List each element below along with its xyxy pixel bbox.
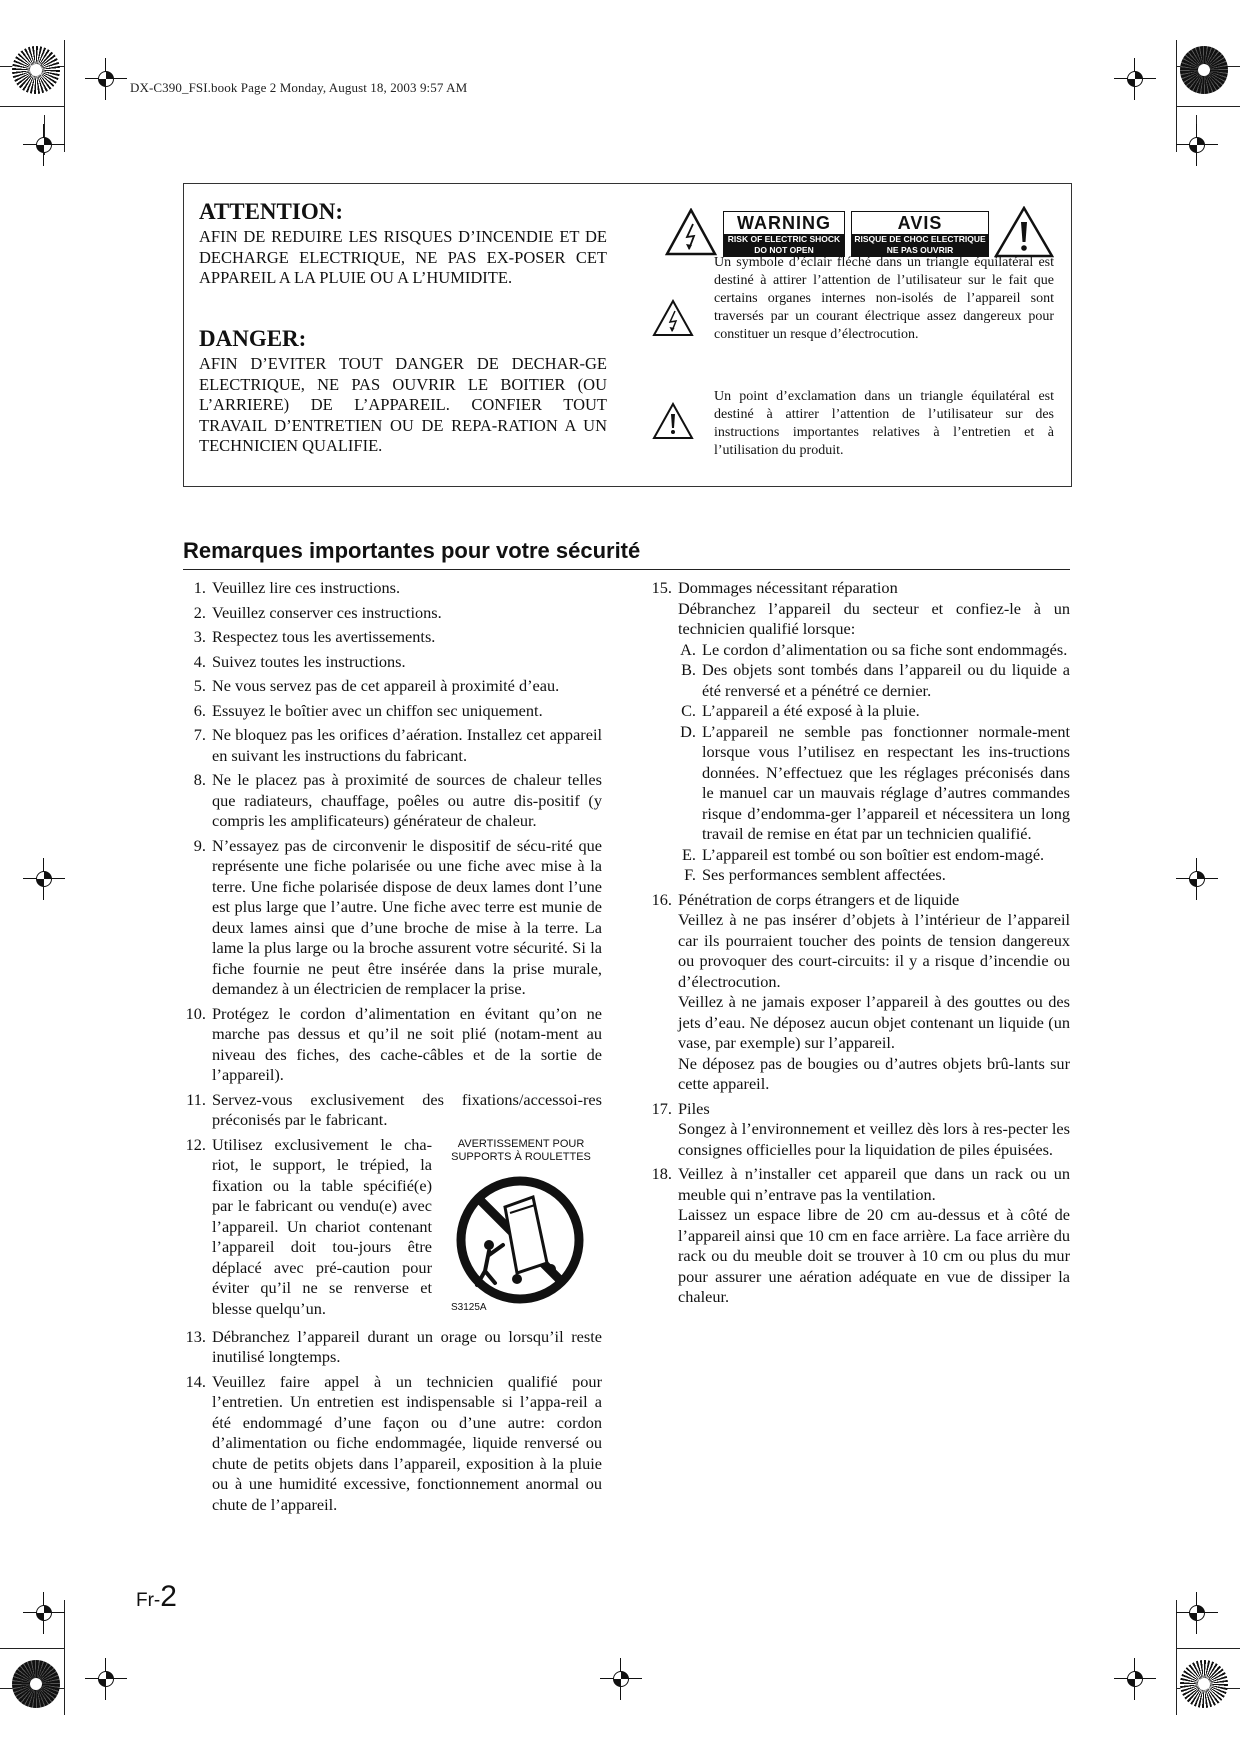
exclamation-warning-icon xyxy=(994,206,1054,258)
sub-item: C. L’appareil a été exposé à la pluie. xyxy=(681,701,920,720)
list-item: 14. Veuillez faire appel à un technicien qualifié pour l’entretien. Un entretien est indispensable si l’appa-reil a été endommagé d’une façon ou d’une autre: cordon d’alimentation ou fiche endommagée, liquide renversé ou chute de petits objets dans l’appareil, exposition à la pluie ou à une humidité excessive, fonctionnement anormal ou chute de l’appareil. xyxy=(185,1371,602,1514)
warning-label-line1: RISK OF ELECTRIC SHOCK xyxy=(727,234,841,244)
lightning-explanation: Un symbole d’éclair fléché dans un triangle équilatéral est destiné à attirer l’attention de l’utilisateur sur le fait que certains organes internes non-isolés de l’appareil sont traversés par un courant électrique assez dangereux pour constituer un resque d’électrocution. xyxy=(714,255,1054,342)
list-item: 17. Piles Songez à l’environnement et veillez dès lors à res-pecter les consignes officielles pour la liquidation de piles épuisées. xyxy=(651,1098,1070,1159)
list-item: 10. Protégez le cordon d’alimentation en évitant qu’on ne marche pas dessus et qu’il ne soit plié (notam-ment au niveau des fiches, des cache-câbles et de la sortie de l’appareil). xyxy=(185,1003,602,1084)
list-item: 7. Ne bloquez pas les orifices d’aération. Installez cet appareil en suivant les instructions du fabricant. xyxy=(193,725,602,765)
registration-crosshair-icon xyxy=(31,132,57,158)
avis-label-line2: NE PAS OUVRIR xyxy=(886,245,954,255)
item-title: Dommages nécessitant réparation xyxy=(678,578,898,597)
exclamation-symbol-icon xyxy=(652,402,694,440)
list-item: 18. Veillez à n’installer cet appareil que dans un rack ou un meuble qui n’entrave pas la ventilation. Laissez un espace libre de 20 cm au-dessus et à côté de l’appareil ainsi que 10 cm en face arrière. La face arrière du rack ou du meuble doit se trouver à 10 cm ou plus du mur pour assurer une aération adéquate en vue de dissiper la chaleur. xyxy=(651,1164,1070,1306)
registration-crosshair-icon xyxy=(1122,66,1148,92)
item-intro: Débranchez l’appareil du secteur et confiez-le à un technicien qualifié lorsque: xyxy=(678,598,1070,638)
item-title: Veillez à n’installer cet appareil que dans un rack ou un meuble qui n’entrave pas la ventilation. xyxy=(678,1164,1070,1204)
list-item: 1. Veuillez lire ces instructions. xyxy=(193,578,401,597)
registration-crosshair-icon xyxy=(1184,132,1210,158)
avis-label-title: AVIS xyxy=(897,213,943,233)
lightning-warning-icon xyxy=(665,208,717,256)
registration-crosshair-icon xyxy=(608,1666,634,1692)
left-column xyxy=(185,578,602,1519)
lightning-symbol-icon xyxy=(652,299,694,337)
section-rule xyxy=(183,569,1070,570)
attention-title: ATTENTION: xyxy=(199,199,343,224)
page-digit: 2 xyxy=(160,1580,177,1613)
registration-crosshair-icon xyxy=(93,1666,119,1692)
exclamation-explanation: Un point d’exclamation dans un triangle équilatéral est destiné à attirer l’attention de l’utilisateur sur des instructions importantes relatives à l’entretien et à l’utilisation du produit. xyxy=(714,389,1054,458)
registration-wheel-icon xyxy=(1180,1660,1228,1708)
page-number xyxy=(136,1580,177,1614)
registration-crosshair-icon xyxy=(31,1600,57,1626)
list-item: 15. Dommages nécessitant réparation Débranchez l’appareil du secteur et confiez-le à un technicien qualifié lorsque: A. Le cordon d’alimentation ou sa fiche sont endommagés. B. Des objets sont tombés dans l’appareil ou du liquide a été renversé et a pénétré ce dernier. C. L’appareil a été exposé à la pluie. D. L’appareil ne semble pas fonctionner normale-ment lorsque vous l’utilisez en respectant les ins-tructions données. N’effectuez que les réglages préconisés dans le manuel car un mauvais réglage d’autres commandes risque d’endomma-ger l’appareil et nécessitera un long travail de remise en état par un technicien qualifié. E. L’appareil est tombé ou son boîtier est endom-magé. F. Ses performances semblent affectées. xyxy=(651,578,1070,884)
sub-item: D. L’appareil ne semble pas fonctionner normale-ment lorsque vous l’utilisez en respectant les ins-tructions données. N’effectuez que les réglages préconisés dans le manuel car un mauvais réglage d’autres commandes risque d’endomma-ger l’appareil et nécessitera un long travail de remise en état par un technicien qualifié. xyxy=(680,721,1070,843)
registration-wheel-icon xyxy=(12,1660,60,1708)
registration-crosshair-icon xyxy=(31,866,57,892)
registration-crosshair-icon xyxy=(1184,1600,1210,1626)
list-item: 11. Servez-vous exclusivement des fixations/accessoi-res préconisés par le fabricant. xyxy=(186,1089,602,1129)
registration-wheel-icon xyxy=(1180,46,1228,94)
running-header: DX-C390_FSI.book Page 2 Monday, August 18, 2003 9:57 AM xyxy=(130,80,468,95)
registration-crosshair-icon xyxy=(1184,866,1210,892)
item-paragraph: Laissez un espace libre de 20 cm au-dessus et à côté de l’appareil ainsi que 10 cm en face arrière. La face arrière du rack ou du meuble doit se trouver à 10 cm ou plus du mur pour assurer une aération adéquate en vue de dissiper la chaleur. xyxy=(678,1205,1070,1306)
sub-item: E. L’appareil est tombé ou son boîtier est endom-magé. xyxy=(681,844,1045,864)
list-item: 5. Ne vous servez pas de cet appareil à proximité d’eau. xyxy=(193,676,560,695)
list-item: 9. N’essayez pas de circonvenir le dispositif de sécu-rité que représente une fiche polarisée ou une fiche avec mise à la terre. Une fiche polarisée dispose de deux lames dont l’une est plus large que l’autre. Une fiche avec terre est munie de deux lames ainsi que d’une broche de mise à la terre. La lame la plus large ou la broche assurent votre sécurité. Si la fiche fournie ne peut être insérée dans la prise murale, demandez à un électricien de remplacer la prise. xyxy=(193,835,602,998)
registration-crosshair-icon xyxy=(1122,1666,1148,1692)
avis-label-line1: RISQUE DE CHOC ELECTRIQUE xyxy=(854,234,986,244)
item-title: Pénétration de corps étrangers et de liquide xyxy=(678,889,960,909)
list-item: 2. Veuillez conserver ces instructions. xyxy=(193,602,442,622)
list-item: 13. Débranchez l’appareil durant un orage ou lorsqu’il reste inutilisé longtemps. xyxy=(185,1326,602,1366)
list-item: 16. Pénétration de corps étrangers et de liquide Veillez à ne pas insérer d’objets à l’intérieur de l’appareil car ils pourraient toucher des points de tension dangereux ou provoquer des court-circuits: il y a risque d’incendie ou d’électrocution. Veillez à ne jamais exposer l’appareil à des gouttes ou des jets d’eau. Ne déposez aucun objet contenant un liquide (un vase, par exemple) sur l’appareil. Ne déposez pas de bougies ou d’autres objets brû-lants sur cette appareil. xyxy=(651,889,1070,1093)
list-item: 4. Suivez toutes les instructions. xyxy=(193,651,406,671)
cart-tipover-warning-icon xyxy=(455,1175,585,1305)
list-item: 8. Ne le placez pas à proximité de sources de chaleur telles que radiateurs, chauffage, poêles ou autre dis-positif (y compris les amplificateurs) générateur de chaleur. xyxy=(193,770,602,830)
registration-crosshair-icon xyxy=(93,66,119,92)
avis-label xyxy=(851,211,989,257)
item-paragraph: Ne déposez pas de bougies ou d’autres objets brû-lants sur cette appareil. xyxy=(678,1053,1070,1093)
list-item: 3. Respectez tous les avertissements. xyxy=(193,627,436,646)
caster-caption: AVERTISSEMENT POUR SUPPORTS À ROULETTES xyxy=(451,1137,591,1163)
warning-label xyxy=(723,211,845,257)
sub-item: A. Le cordon d’alimentation ou sa fiche sont endommagés. xyxy=(680,639,1068,659)
section-title: Remarques importantes pour votre sécurité xyxy=(183,538,641,563)
list-item: 6. Essuyez le boîtier avec un chiffon sec uniquement. xyxy=(193,700,543,720)
danger-body: AFIN D’EVITER TOUT DANGER DE DECHAR-GE ELECTRIQUE, NE PAS OUVRIR LE BOITIER (OU L’ARRIERE) DE L’APPAREIL. CONFIER TOUT TRAVAIL D’ENTRETIEN OU DE REPA-RATION A UN TECHNICIEN QUALIFIE. xyxy=(199,354,607,455)
item-title: Piles xyxy=(678,1098,710,1118)
right-column xyxy=(651,578,1070,1312)
sub-item: B. Des objets sont tombés dans l’appareil ou du liquide a été renversé et a pénétré ce dernier. xyxy=(681,660,1070,700)
warning-label-line2: DO NOT OPEN xyxy=(754,245,814,255)
item-paragraph: Veillez à ne pas insérer d’objets à l’intérieur de l’appareil car ils pourraient toucher des points de tension dangereux ou provoquer des court-circuits: il y a risque d’incendie ou d’électrocution. xyxy=(678,910,1070,991)
caster-code: S3125A xyxy=(451,1301,487,1313)
sub-item: F. Ses performances semblent affectées. xyxy=(684,865,946,884)
danger-title: DANGER: xyxy=(199,326,307,351)
item-paragraph: Songez à l’environnement et veillez dès lors à res-pecter les consignes officielles pour la liquidation de piles épuisées. xyxy=(678,1119,1070,1159)
registration-wheel-icon xyxy=(12,46,60,94)
item-paragraph: Veillez à ne jamais exposer l’appareil à des gouttes ou des jets d’eau. Ne déposez aucun objet contenant un liquide (un vase, par exemple) sur l’appareil. xyxy=(678,992,1070,1052)
attention-body: AFIN DE REDUIRE LES RISQUES D’INCENDIE ET DE DECHARGE ELECTRIQUE, NE PAS EX-POSER CET APPAREIL A LA PLUIE OU A L’HUMIDITE. xyxy=(199,227,607,287)
attention-box xyxy=(183,183,1072,487)
warning-label-title: WARNING xyxy=(737,213,831,233)
list-item-cart: 12. Utilisez exclusivement le cha-riot, le support, le trépied, la fixation ou la table spécifié(e) par le fabricant ou vendu(e) avec l’appareil. Un chariot contenant l’appareil doit tou-jours être déplacé avec pré-caution pour éviter qu’il ne se renverse et blesse quelqu’un. AVERTISSEMENT POUR SUPPORTS À ROULETTES S3125A xyxy=(212,1135,602,1323)
page-prefix: Fr- xyxy=(136,1590,161,1611)
